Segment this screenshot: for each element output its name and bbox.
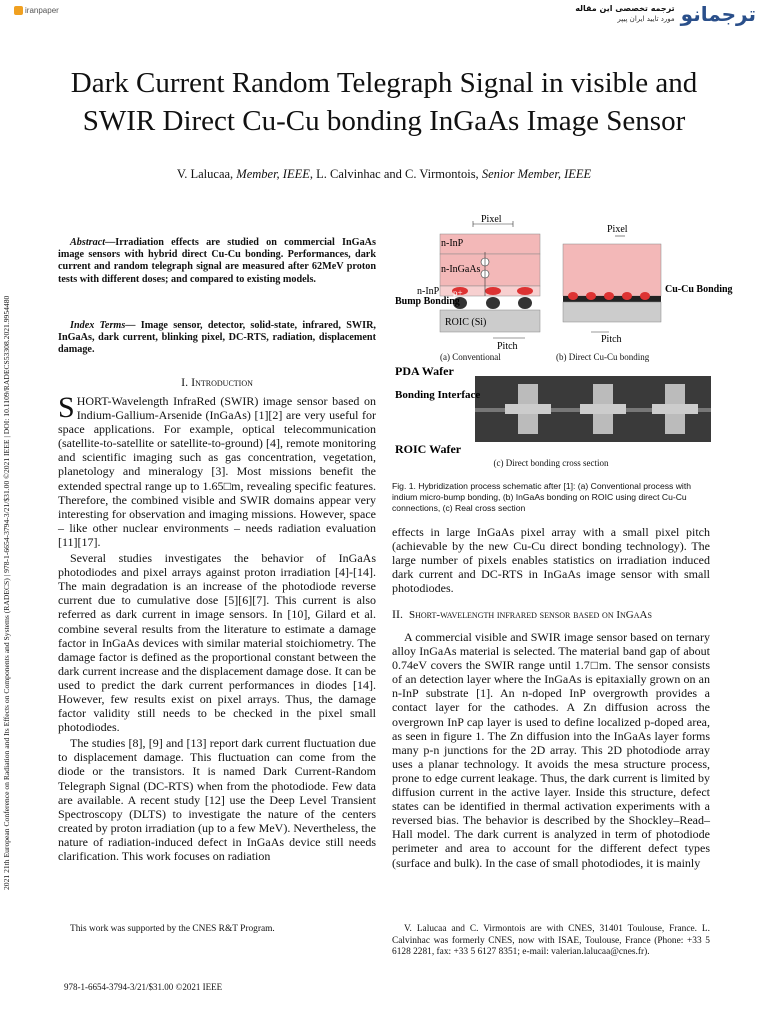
doi-sidebar-text: 2021 21th European Conference on Radiation and Its Effects on Components and Systems (RADECS) | 978-1-6654-3794-3/21/$31.00 ©2021 IEEE | DOI: 10.1109/RADECS53308.2021.9954480 — [2, 295, 11, 890]
tarjomano-tagline — [575, 4, 674, 24]
cucu-label: Cu-Cu Bonding — [665, 284, 733, 295]
figure-1b-diagram — [563, 236, 661, 332]
section-2-heading — [392, 607, 710, 622]
pixel-label-b: Pixel — [607, 224, 628, 235]
paper-title: Dark Current Random Telegraph Signal in visible and SWIR Direct Cu-Cu bonding InGaAs Image Sensor — [70, 67, 698, 137]
copyright-notice: 978-1-6654-3794-3/21/$31.00 ©2021 IEEE — [64, 982, 223, 992]
author-2: , L. Calvinhac and C. Virmontois, — [309, 167, 482, 181]
abstract — [58, 237, 376, 286]
tarjomano-tagline-1: ترجمه تخصصی این مقاله — [575, 4, 675, 13]
intro-body — [58, 391, 376, 863]
intro-paragraph-3: The studies [8], [9] and [13] report dark current fluctuation due to displacement damage. This fluctuation can come from the diode or the transistors. It is named Dark Current-Random Telegraph Signal (DC-RTS) when from the photodiode. Few data are available. A recent study [12] use the Deep Level Transient Spectroscopy (DLTS) to investigate the nature of the centers created by proton irradiation (up to a few MeV). Nevertheless, the nature of radiation-induced defect in InGaAs device still needs clarification. This work focuses on radiation — [58, 736, 376, 863]
drop-cap: S — [58, 391, 75, 424]
iranpaper-logo — [14, 6, 59, 15]
figure-1c-caption: (c) Direct bonding cross section — [493, 458, 609, 468]
figure-1c-micrograph — [475, 376, 711, 442]
abstract-label: Abstract — [70, 237, 106, 248]
section-2-paragraph: A commercial visible and SWIR image sensor based on ternary alloy InGaAs material is selected. The material band gap of about 0.74eV covers the SWIR range until 1.7□m. The sensor consists of an detection layer where the InGaAs is epitaxially grown on an n-InP substrate [1]. An n-doped InP overgrowth provides a contact layer for the cathodes. A Zn diffusion across the overgrown InP cap layer is used to define localized p-doped area, as seen in figure 1. The Zn diffusion into the InGaAs layer forms many p-n junctions for the 2D array. This 2D photodiode array uses a planar technology. It avoids the mesa structure process, prone to edge current leakage. Thus, the dark current is limited by diffusion current in the active layer. Inside this structure, defect states can be identified in thermal activation experiments with a reversed bias. The behavior is described by the Shockley–Read–Hall model. The dark current is analyzed in term of photodiode perimeter and area to account for the different defect types (surface and bulk). In the case of small photodiodes, it is mainly — [392, 630, 710, 870]
index-terms — [58, 320, 376, 357]
bump-bonding-label: Bump Bonding — [395, 296, 460, 307]
figure-1 — [393, 212, 733, 472]
index-terms-text: — Image sensor, detector, solid-state, infrared, SWIR, InGaAs, dark current, blinking pixel, DC-RTS, radiation, displacement damage. — [58, 320, 376, 356]
n-inp-top-label: n-InP — [441, 238, 464, 249]
right-paragraph-1-text: effects in large InGaAs pixel array with a small pixel pitch (achievable by the new Cu-Cu direct bonding technology). The large number of pixels enables statistics on irradiation induced dark current and DC-RTS in InGaAs image sensor with small photodiodes. — [392, 525, 710, 596]
tarjomano-brand: ترجمانو — [680, 2, 756, 26]
pda-wafer-label: PDA Wafer — [395, 364, 454, 378]
figure-1a-caption: (a) Conventional — [440, 352, 501, 362]
author-1-role: Member, IEEE — [236, 167, 310, 181]
pitch-label-b: Pitch — [601, 334, 622, 345]
bonding-interface-label: Bonding Interface — [395, 389, 481, 401]
iranpaper-logo-text: iranpaper — [25, 6, 59, 15]
pitch-label-a: Pitch — [497, 341, 518, 352]
tarjomano-logo — [575, 2, 756, 26]
intro-paragraph-1 — [58, 391, 376, 549]
abstract-text: —Irradiation effects are studied on commercial InGaAs image sensors with hybrid direct Cu-Cu bonding. Performances, dark current and random telegraph signal are measured after 62MeV proton tests with different doses; and compared to existing models. — [58, 237, 376, 285]
intro-paragraph-1-text: HORT-Wavelength InfraRed (SWIR) image sensor based on Indium-Gallium-Arsenide (InGaAs) [1][2] are very useful for space applications. For example, optical telecommunication (satellite-to-satellite or satellite-to-ground) [4], remote monitoring and scientific imaging such as gas concentration, vegetation, planetology and mineralogy [3]. Most missions benefit the extended spectral range up to 1.65□m, revealing specific features. Therefore, the combined visible and SWIR domains appear very interesting for observation and imaging missions. However, space – like other nuclear environments – needs radiation evaluation [11][17]. — [58, 394, 376, 549]
roic-wafer-label: ROIC Wafer — [395, 442, 462, 456]
author-line — [40, 167, 728, 182]
author-affiliation-footnote: V. Lalucaa and C. Virmontois are with CNES, 31401 Toulouse, France. L. Calvinhac was formerly CNES, now with ISAE, Toulouse, France (Phone: +33 5 6128 2281, fax: +33 5 6127 8351; e-mail: valerian.lalucaa@cnes.fr). — [392, 924, 710, 957]
section-2-body — [392, 630, 710, 870]
section-1-number: I. — [181, 375, 189, 389]
section-2-number: II. — [392, 607, 403, 621]
funding-footnote: This work was supported by the CNES R&T Program. — [70, 924, 275, 934]
p-plus-label: p+ — [453, 288, 463, 298]
roic-label: ROIC (Si) — [445, 317, 487, 328]
tarjomano-tagline-2: مورد تایید ایران پیپر — [617, 15, 675, 23]
author-1: V. Lalucaa, — [176, 167, 237, 181]
figure-1-caption: Fig. 1. Hybridization process schematic after [1]: (a) Conventional process with indium micro-bump bonding, (b) InGaAs bonding on ROIC using direct Cu-Cu connections, (c) Real cross section — [392, 481, 691, 513]
figure-1b-caption: (b) Direct Cu-Cu bonding — [556, 352, 650, 362]
index-terms-label: Index Terms — [70, 320, 126, 331]
n-ingaas-label: n-InGaAs — [441, 264, 481, 275]
author-2-role: Senior Member, IEEE — [481, 167, 592, 181]
section-1-title: Introduction — [191, 375, 253, 389]
section-1-heading — [58, 375, 376, 390]
right-paragraph-1 — [392, 525, 710, 595]
doi-sidebar — [2, 120, 16, 890]
pixel-label-a: Pixel — [481, 214, 502, 225]
section-2-title: Short-wavelength infrared sensor based on InGaAs — [409, 609, 652, 621]
n-inp-side-label: n-InP — [417, 286, 440, 297]
iranpaper-logo-icon — [14, 6, 23, 15]
intro-paragraph-2: Several studies investigates the behavior of InGaAs photodiodes and pixel arrays against proton irradiation [4]-[14]. The main degradation is an increase of the photodiode reverse current due to cumulative dose [5][6][7]. This current is also referred as dark current in image sensors. In [10], Gilard et al. combine several results from the literature to estimate a damage factor in InGaAs devices with similar material stoichiometry. The damage factor is defined as the proportional constant between the dark current increase and the displacement damage dose. It can be used to predict the dark current performances in diodes [14]. However, few results exist on pixel arrays. Thus, the damage factor validity still needs to be checked in the pixel small photodiodes. — [58, 551, 376, 735]
